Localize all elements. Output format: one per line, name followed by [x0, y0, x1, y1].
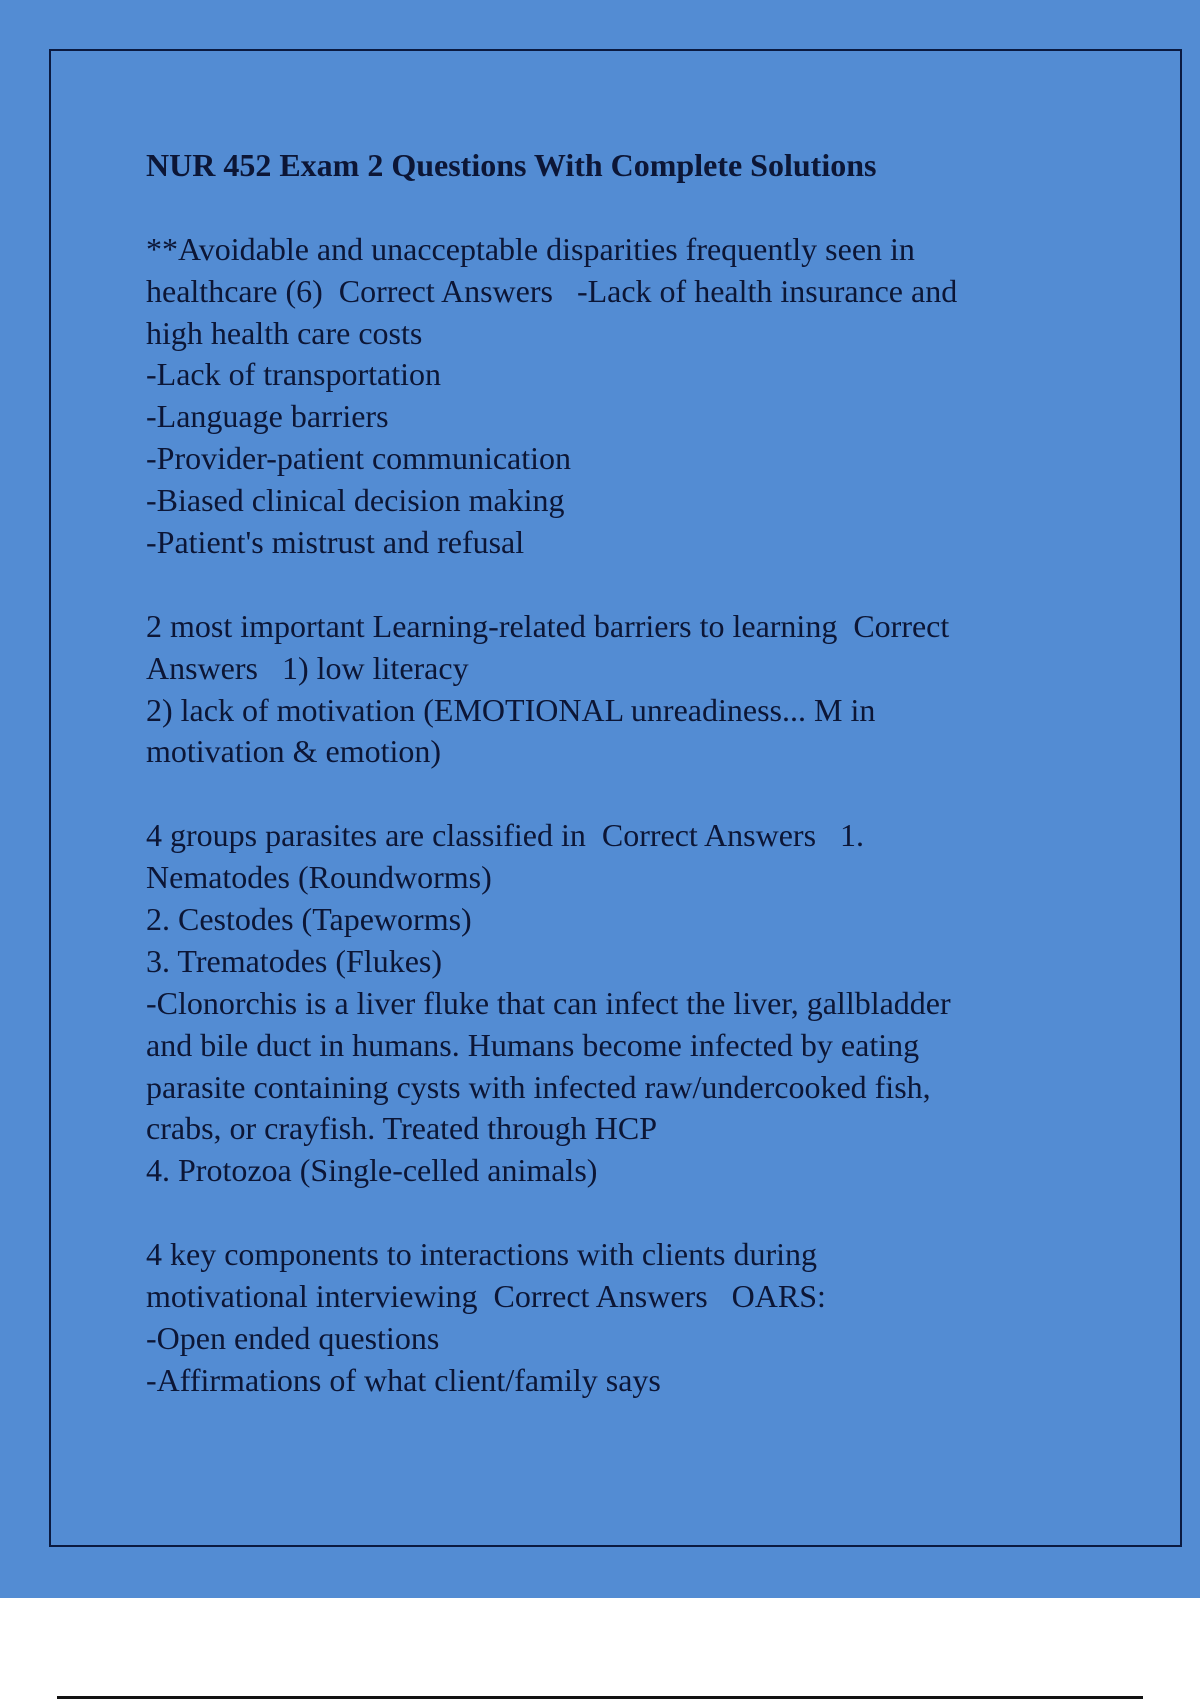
- text-line: -Language barriers: [146, 398, 389, 435]
- text-line: 2. Cestodes (Tapeworms): [146, 901, 472, 938]
- text-line: -Open ended questions: [146, 1319, 440, 1356]
- text-line: healthcare (6) Correct Answers -Lack of health insurance and: [146, 272, 958, 309]
- document-content: [146, 145, 1126, 1402]
- text-line: 4. Protozoa (Single-celled animals): [146, 1152, 598, 1189]
- qa-section-parasites: [146, 815, 1126, 1192]
- text-line: motivation & emotion): [146, 733, 442, 770]
- text-line: 4 groups parasites are classified in Correct Answers 1.: [146, 817, 865, 854]
- footer-divider: [57, 1696, 1143, 1699]
- text-line: 2) lack of motivation (EMOTIONAL unreadiness... M in: [146, 691, 876, 728]
- document-title: NUR 452 Exam 2 Questions With Complete Solutions: [146, 147, 877, 183]
- text-line: -Provider-patient communication: [146, 440, 572, 477]
- text-line: high health care costs: [146, 314, 423, 351]
- text-line: parasite containing cysts with infected raw/undercooked fish,: [146, 1068, 931, 1105]
- text-line: Nematodes (Roundworms): [146, 859, 492, 896]
- text-line: -Biased clinical decision making: [146, 482, 565, 519]
- text-line: 3. Trematodes (Flukes): [146, 942, 442, 979]
- text-line: 4 key components to interactions with clients during: [146, 1236, 817, 1273]
- qa-section-motivational-interviewing: [146, 1234, 1126, 1402]
- text-line: Answers 1) low literacy: [146, 649, 469, 686]
- text-line: -Affirmations of what client/family says: [146, 1361, 661, 1398]
- qa-section-disparities: [146, 229, 1126, 564]
- text-line: crabs, or crayfish. Treated through HCP: [146, 1110, 658, 1147]
- text-line: **Avoidable and unacceptable disparities frequently seen in: [146, 230, 915, 267]
- text-line: -Lack of transportation: [146, 356, 441, 393]
- text-line: -Clonorchis is a liver fluke that can infect the liver, gallbladder: [146, 984, 951, 1021]
- text-line: motivational interviewing Correct Answers OARS:: [146, 1278, 826, 1315]
- text-line: 2 most important Learning-related barriers to learning Correct: [146, 607, 950, 644]
- qa-section-learning-barriers: [146, 606, 1126, 774]
- text-line: and bile duct in humans. Humans become infected by eating: [146, 1026, 920, 1063]
- text-line: -Patient's mistrust and refusal: [146, 524, 525, 561]
